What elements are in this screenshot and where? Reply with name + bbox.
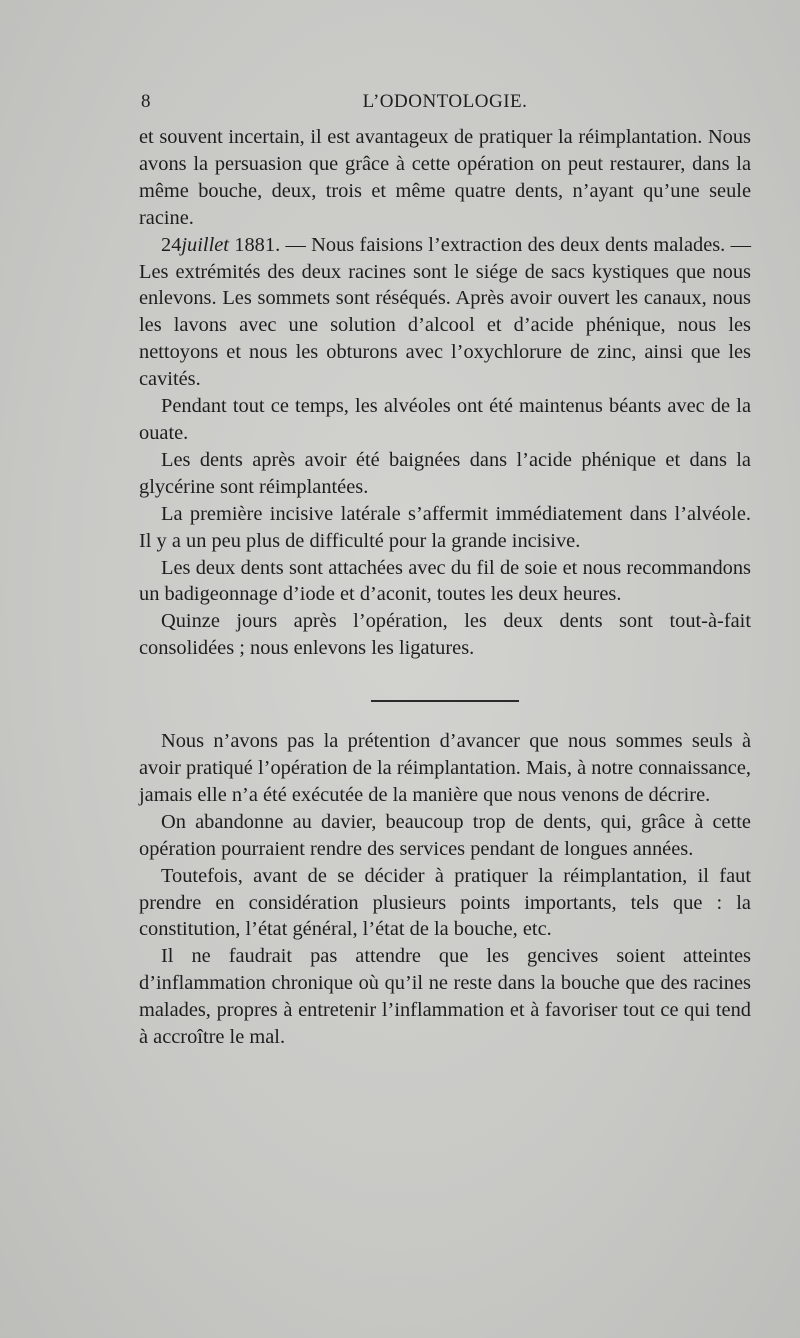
date-month: juillet <box>181 233 229 256</box>
paragraph-reimplantation: Les dents après avoir été baignées dans l’acide phénique et dans la glycérine sont réimplantées. <box>139 448 751 498</box>
date-day: 24 <box>161 233 182 256</box>
section-divider <box>371 700 519 702</box>
paragraph-considerations: Toutefois, avant de se décider à pratiquer la réimplantation, il faut prendre en considération plusieurs points importants, tels que : la constitution, l’état général, l’état de la bouche, etc. <box>139 864 751 941</box>
page-number: 8 <box>141 91 151 112</box>
paragraph-gencives: Il ne faudrait pas attendre que les gencives soient atteintes d’inflammation chronique où qu’il ne reste dans la bouche que des racines malades, propres à entretenir l’inflammation et à favoriser tout ce qui tend à accroître le mal. <box>139 945 751 1049</box>
paragraph-date-entry <box>139 232 751 393</box>
paragraph-ligature: Les deux dents sont attachées avec du fil de soie et nous recommandons un badigeonnage d’iode et d’aconit, toutes les deux heures. <box>139 556 751 606</box>
paragraph-davier: On abandonne au davier, beaucoup trop de dents, qui, grâce à cette opération pourraient rendre des services pendant de longues années. <box>139 810 751 860</box>
paragraph-pretention: Nous n’avons pas la prétention d’avancer que nous sommes seuls à avoir pratiqué l’opération de la réimplantation. Mais, à notre connaissance, jamais elle n’a été exécutée de la manière que nous venons de décrire. <box>139 730 751 806</box>
paragraph-alveoles: Pendant tout ce temps, les alvéoles ont été maintenus béants avec de la ouate. <box>139 395 751 444</box>
paragraph-consolidation: Quinze jours après l’opération, les deux dents sont tout-à-fait consolidées ; nous enlevons les ligatures. <box>139 610 751 660</box>
section-conclusion <box>139 728 751 1051</box>
running-head <box>139 88 751 118</box>
section-case-report <box>139 124 751 662</box>
date-entry-text: 1881. — Nous faisions l’extraction des deux dents malades. — Les extrémités des deux racines sont le siége de sacs kystiques que nous enlevons. Les sommets sont réséqués. Après avoir ouvert les canaux, nous les lavons avec une solution d’alcool et d’acide phénique, nous les nettoyons et nous les obturons avec l’oxychlorure de zinc, ainsi que les cavités. <box>139 233 751 391</box>
running-title: L’ODONTOLOGIE. <box>362 91 528 112</box>
paragraph-continuation: et souvent incertain, il est avantageux de pratiquer la réimplantation. Nous avons la persuasion que grâce à cette opération on peut restaurer, dans la même bouche, deux, trois et même quatre dents, n’ayant qu’une seule racine. <box>139 126 751 229</box>
paragraph-incisive: La première incisive latérale s’affermit immédiatement dans l’alvéole. Il y a un peu plus de difficulté pour la grande incisive. <box>139 502 751 552</box>
book-page <box>139 88 751 1051</box>
